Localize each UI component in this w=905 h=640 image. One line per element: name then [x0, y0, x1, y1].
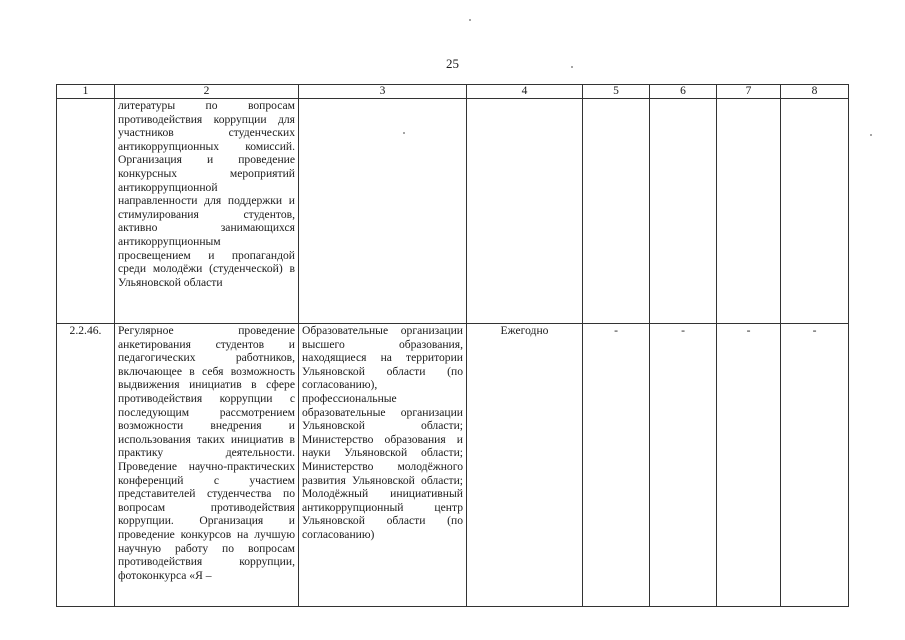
value-cell-8 — [781, 99, 849, 324]
value-cell-7 — [717, 99, 781, 324]
measure-cell — [115, 324, 299, 607]
item-code-cell — [57, 99, 115, 324]
value-cell-8: - — [781, 324, 849, 607]
column-header: 1 — [57, 85, 115, 99]
value-cell-5 — [583, 99, 650, 324]
table-row — [57, 324, 849, 607]
measure-text: литературы по вопросам противодействия коррупции для участников студенческих антикоррупционных комиссий. Организация и проведение конкурсных мероприятий антикоррупционной направленности для поддержки и стимулирования студентов, активно занимающихся антикоррупционным просвещением и пропагандой среди молодёжи (студенческой) в Ульяновской области — [118, 99, 295, 289]
column-header: 8 — [781, 85, 849, 99]
value-cell-6 — [650, 99, 717, 324]
column-header: 7 — [717, 85, 781, 99]
column-header: 6 — [650, 85, 717, 99]
page-number: 25 — [446, 56, 459, 71]
value-cell-6: - — [650, 324, 717, 607]
table-row — [57, 99, 849, 324]
item-code-cell: 2.2.46. — [57, 324, 115, 607]
term-cell: Ежегодно — [467, 324, 583, 607]
term-cell — [467, 99, 583, 324]
measure-text: Регулярное проведение анкетирования студентов и педагогических работников, включающее в себя возможность выдвижения инициатив в сфере противодействия коррупции с последующим рассмотрением возможности внедрения и использования таких инициатив в практику деятельности. Проведение научно-практических конференций с участием представителей студенчества по вопросам противодействия коррупции. Организация и проведение конкурсов на лучшую научную работу по вопросам противодействия коррупции, фотоконкурса «Я – — [118, 324, 295, 582]
value-cell-5: - — [583, 324, 650, 607]
executors-cell — [299, 99, 467, 324]
measure-cell — [115, 99, 299, 324]
column-header: 2 — [115, 85, 299, 99]
header-row — [57, 85, 849, 99]
scan-speck — [870, 134, 872, 136]
column-header: 4 — [467, 85, 583, 99]
executors-cell — [299, 324, 467, 607]
scan-speck — [571, 66, 573, 68]
value-cell-7: - — [717, 324, 781, 607]
column-header: 5 — [583, 85, 650, 99]
scan-speck — [469, 19, 471, 21]
column-header: 3 — [299, 85, 467, 99]
executors-text: Образовательные организации высшего образования, находящиеся на территории Ульяновской области (по согласованию), профессиональные образовательные организации Ульяновской области; Министерство образования и науки Ульяновской области; Министерство молодёжного развития Ульяновской области; Молодёжный инициативный антикоррупционный центр Ульяновской области (по согласованию) — [302, 324, 463, 541]
plan-table — [56, 84, 849, 607]
